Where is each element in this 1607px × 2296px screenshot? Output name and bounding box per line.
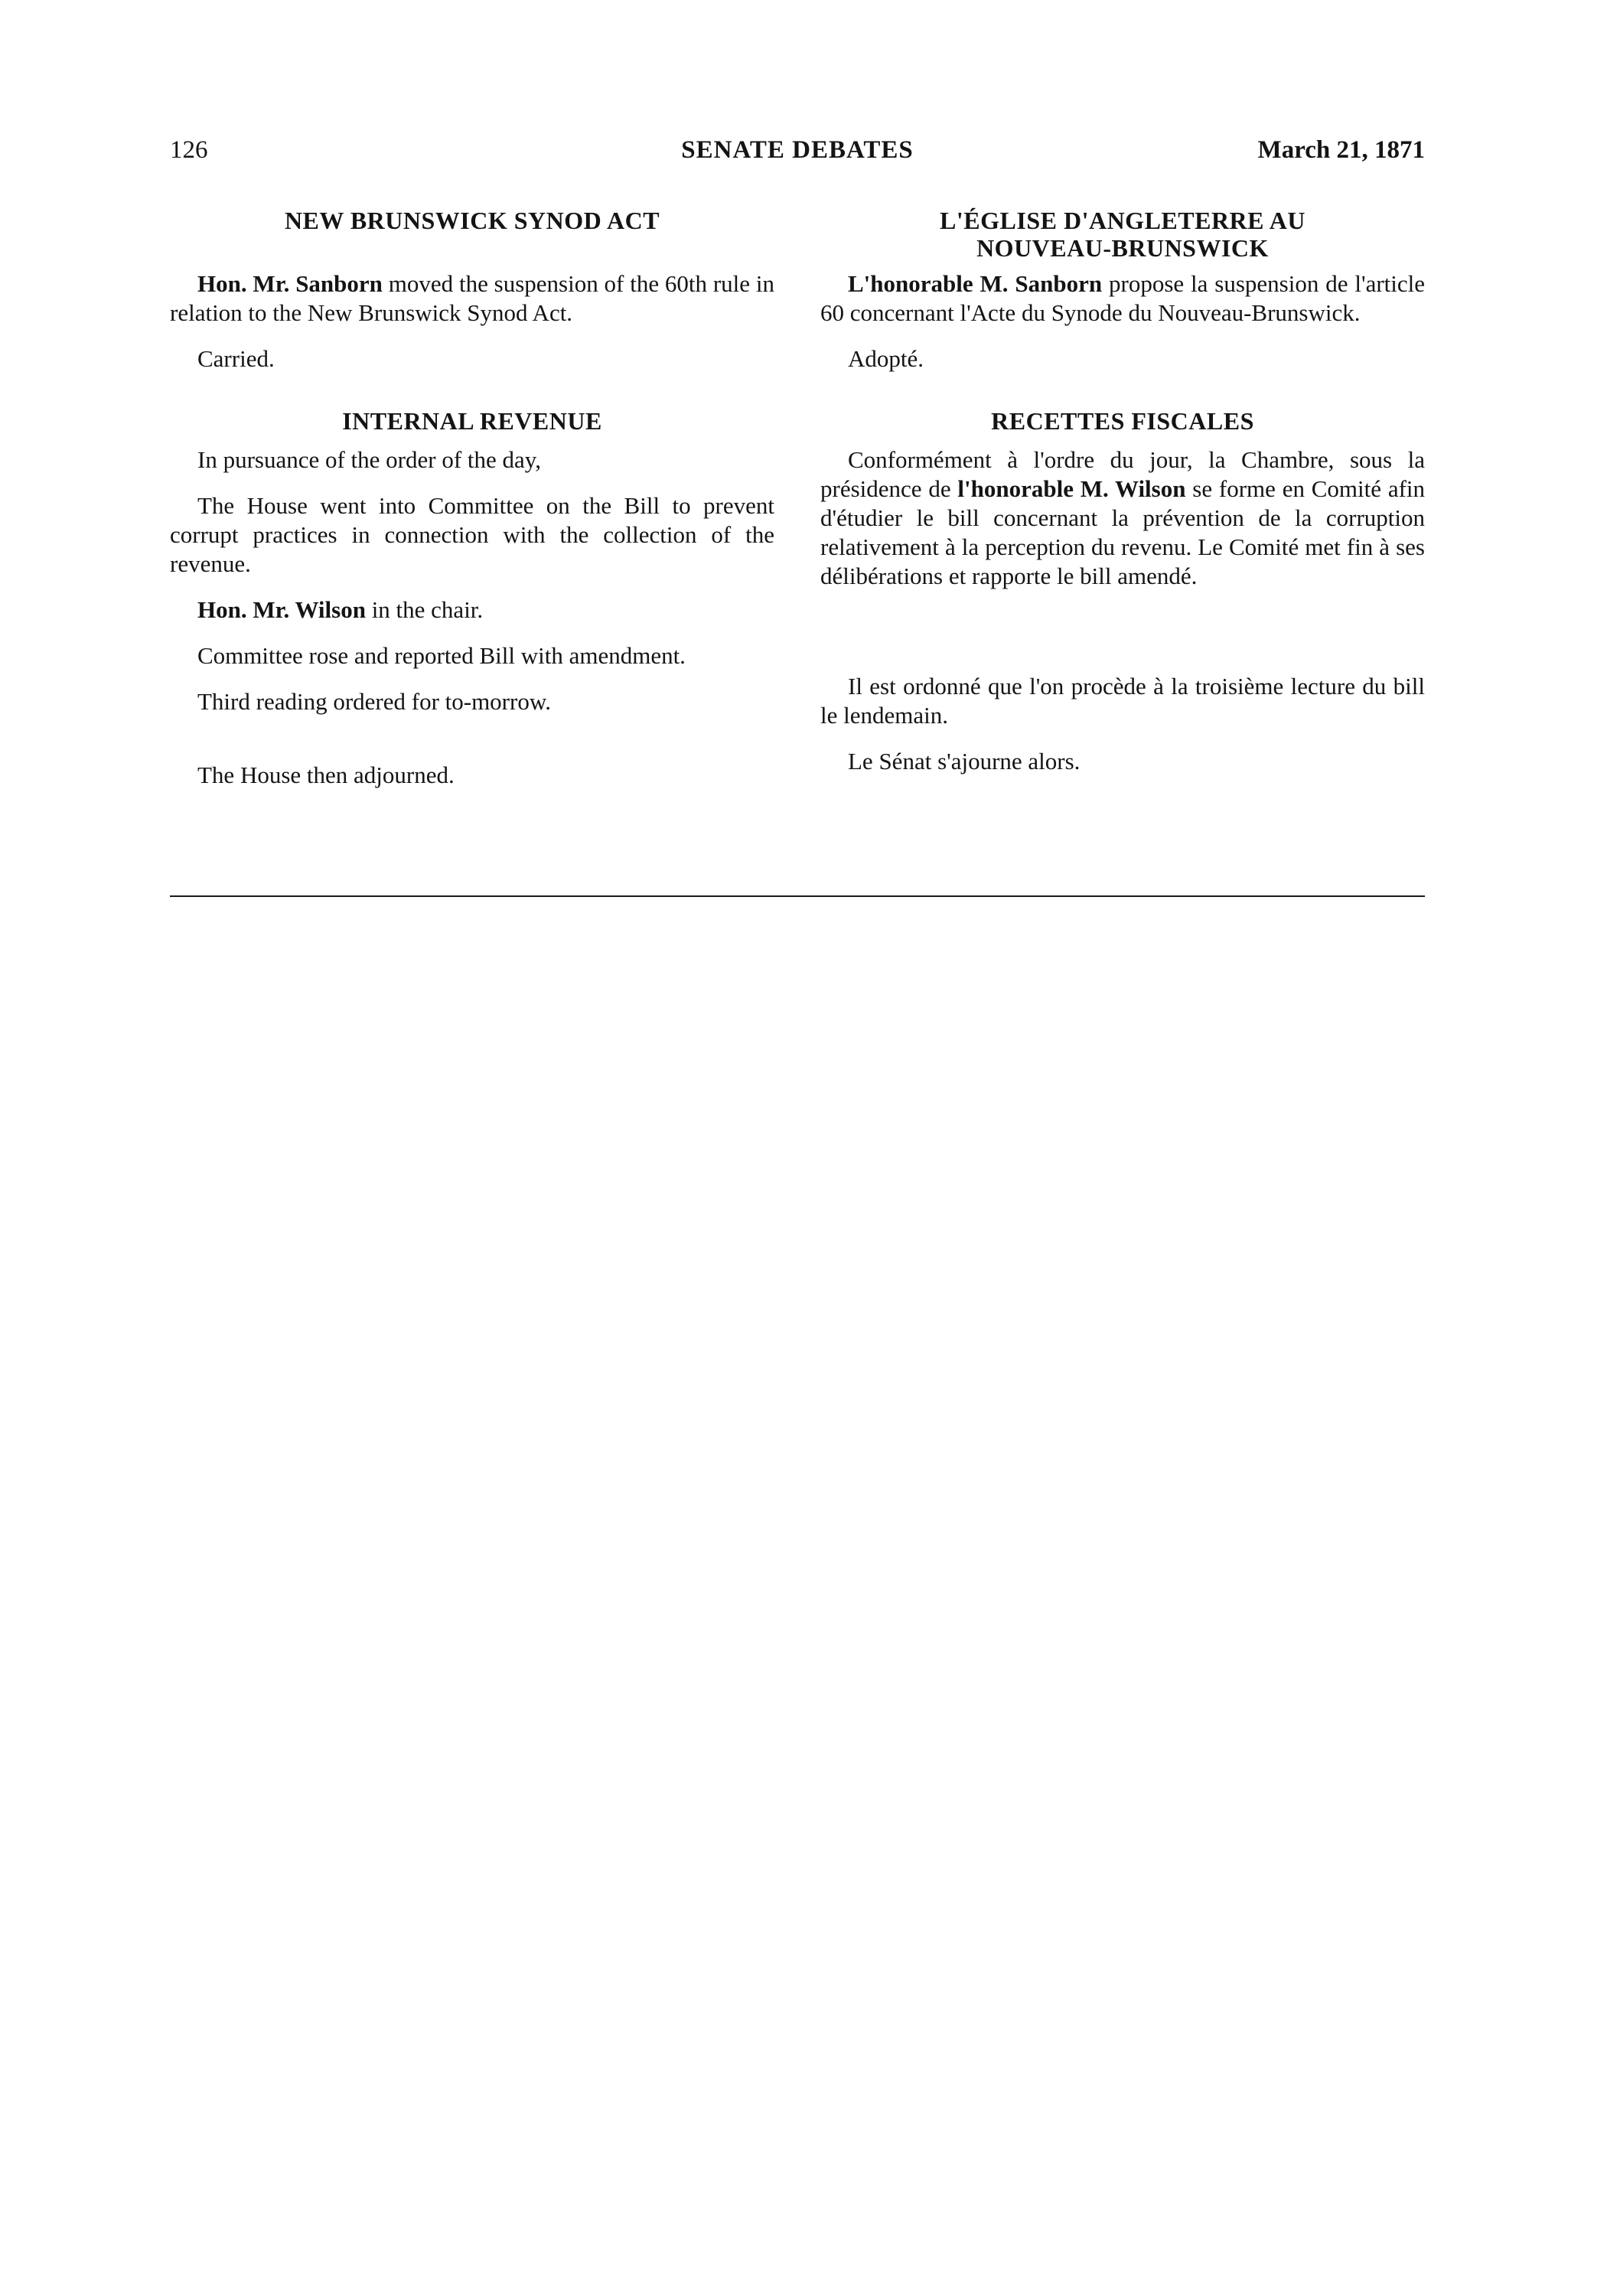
english-column xyxy=(170,207,774,790)
speaker-name: Hon. Mr. Sanborn xyxy=(197,270,383,297)
speaker-name: l'honorable M. Wilson xyxy=(957,475,1186,502)
page-date: March 21, 1871 xyxy=(1257,136,1425,164)
section-heading: RECETTES FISCALES xyxy=(991,407,1254,435)
paragraph xyxy=(820,269,1425,328)
paragraph: Committee rose and reported Bill with amendment. xyxy=(197,642,686,669)
speaker-name: Hon. Mr. Wilson xyxy=(197,596,366,623)
paragraph xyxy=(820,445,1425,591)
paragraph-text: in the chair. xyxy=(365,596,484,623)
section-heading: NEW BRUNSWICK SYNOD ACT xyxy=(284,207,660,234)
paragraph-text: Conformément à l'ordre du jour, la Chambre, sous la présidence de xyxy=(820,446,1425,502)
paragraph xyxy=(170,269,774,328)
paragraph: The House then adjourned. xyxy=(197,762,455,788)
paragraph xyxy=(170,595,774,625)
section-heading: INTERNAL REVENUE xyxy=(342,407,602,435)
bottom-rule xyxy=(170,895,1425,897)
page-title: SENATE DEBATES xyxy=(681,136,914,164)
paragraph: The House went into Committee on the Bill to prevent corrupt practices in connection with the collection of the revenue. xyxy=(170,492,774,577)
paragraph: Adopté. xyxy=(848,345,924,372)
paragraph-text: moved the suspension of the 60th rule in relation to the New Brunswick Synod Act. xyxy=(170,270,774,326)
paragraph-text: se forme en Comité afin d'étudier le bill concernant la prévention de la corruption relativement à la perception du revenu. Le Comité met fin à ses délibérations et rapporte le bill amendé. xyxy=(820,475,1426,589)
french-column xyxy=(820,207,1425,776)
paragraph-text: propose la suspension de l'article 60 concernant l'Acte du Synode du Nouveau-Brunswick. xyxy=(820,270,1426,326)
paragraph: Carried. xyxy=(197,345,275,372)
paragraph: Il est ordonné que l'on procède à la troisième lecture du bill le lendemain. xyxy=(820,673,1425,729)
heading-line: L'ÉGLISE D'ANGLETERRE AU xyxy=(940,207,1305,234)
page-header xyxy=(170,136,1425,170)
heading-line: NOUVEAU-BRUNSWICK xyxy=(976,234,1269,262)
paragraph: In pursuance of the order of the day, xyxy=(197,446,542,473)
speaker-name: L'honorable M. Sanborn xyxy=(848,270,1103,297)
section-heading xyxy=(820,207,1425,262)
paragraph: Third reading ordered for to-morrow. xyxy=(197,688,551,715)
page-number: 126 xyxy=(170,136,208,164)
paragraph: Le Sénat s'ajourne alors. xyxy=(848,748,1081,775)
